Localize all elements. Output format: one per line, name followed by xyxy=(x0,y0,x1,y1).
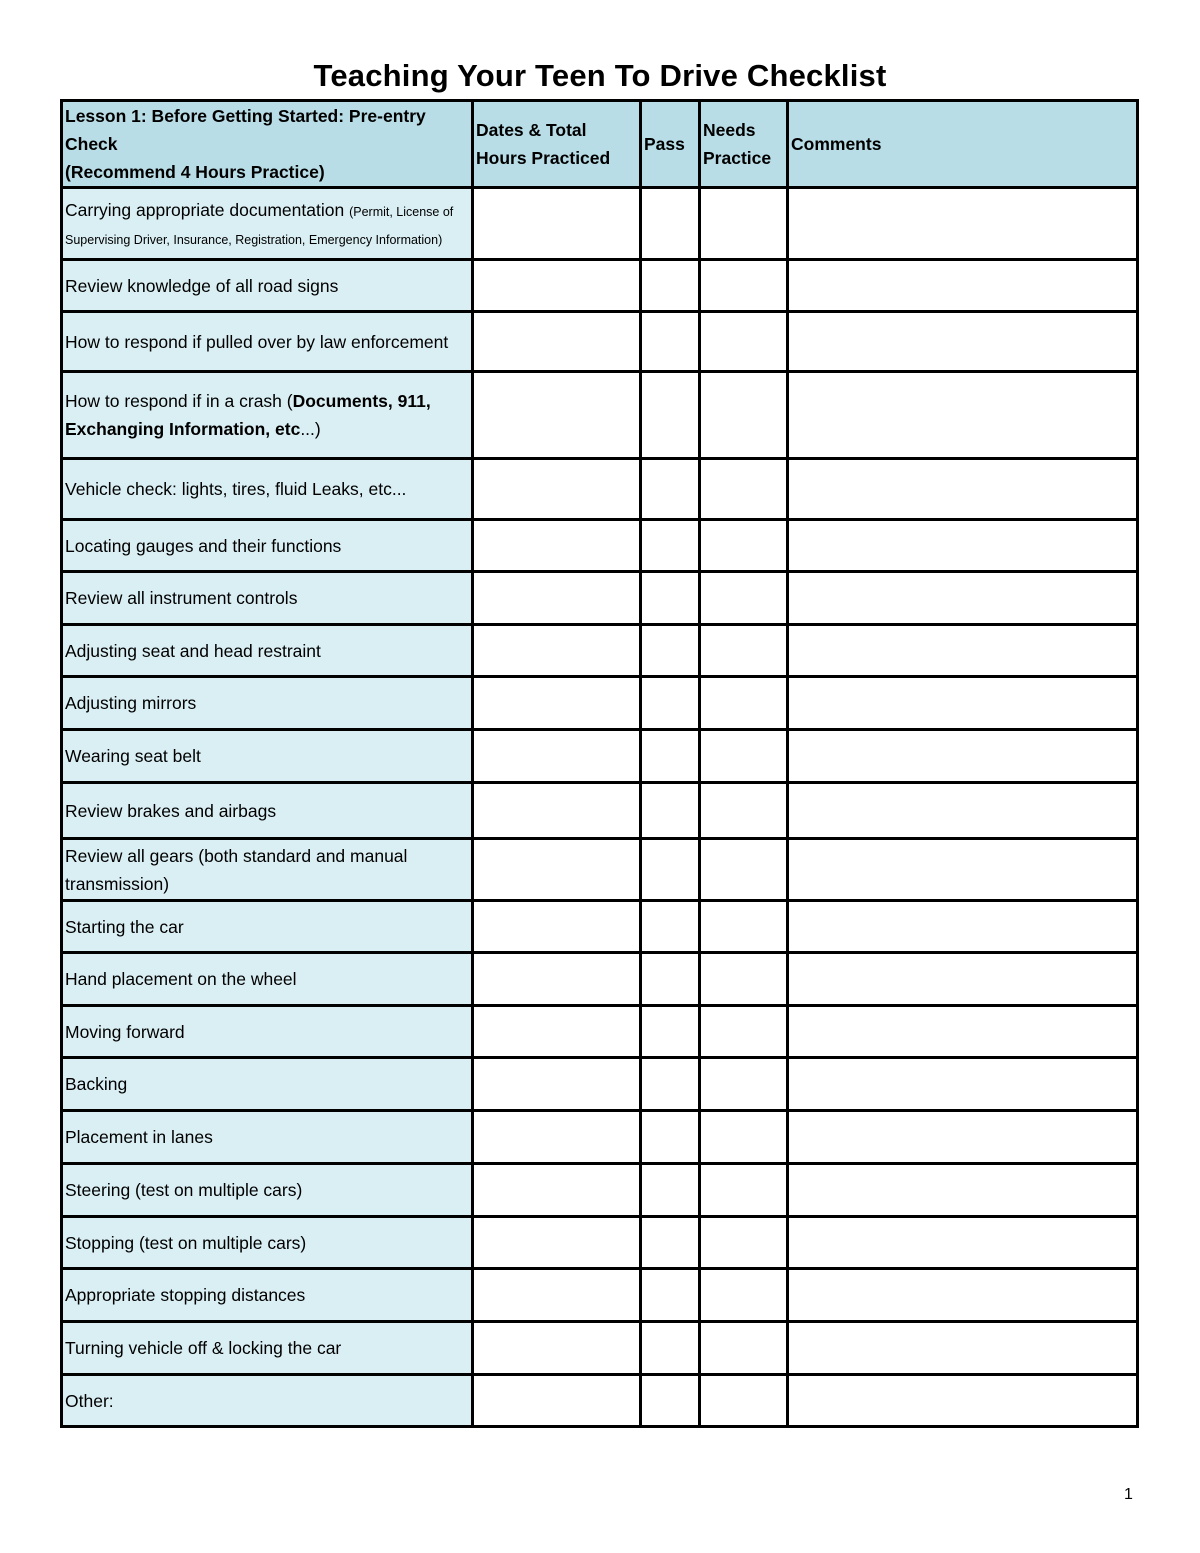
comments-cell[interactable] xyxy=(788,783,1138,839)
comments-cell[interactable] xyxy=(788,730,1138,783)
dates-cell[interactable] xyxy=(473,1269,641,1322)
item-gauges: Locating gauges and their functions xyxy=(62,520,473,572)
pass-cell[interactable] xyxy=(641,1111,700,1164)
dates-cell[interactable] xyxy=(473,260,641,312)
item-instrument-controls: Review all instrument controls xyxy=(62,572,473,625)
pass-cell[interactable] xyxy=(641,1269,700,1322)
documentation-note: (Permit, License of Supervising Driver, Insurance, Registration, Emergency Information) xyxy=(65,204,454,247)
pass-cell[interactable] xyxy=(641,520,700,572)
table-row xyxy=(62,1006,1138,1058)
pass-cell[interactable] xyxy=(641,1164,700,1217)
needs-practice-cell[interactable] xyxy=(700,312,788,372)
table-row xyxy=(62,459,1138,520)
needs-practice-cell[interactable] xyxy=(700,625,788,677)
dates-cell[interactable] xyxy=(473,188,641,260)
comments-cell[interactable] xyxy=(788,953,1138,1006)
item-stopping-distances: Appropriate stopping distances xyxy=(62,1269,473,1322)
item-crash: How to respond if in a crash (Documents, 911, Exchanging Information, etc...) xyxy=(62,372,473,459)
pass-cell[interactable] xyxy=(641,572,700,625)
dates-cell[interactable] xyxy=(473,953,641,1006)
needs-practice-cell[interactable] xyxy=(700,1269,788,1322)
comments-cell[interactable] xyxy=(788,372,1138,459)
dates-cell[interactable] xyxy=(473,1164,641,1217)
dates-cell[interactable] xyxy=(473,1375,641,1427)
table-row xyxy=(62,783,1138,839)
comments-cell[interactable] xyxy=(788,677,1138,730)
pass-cell[interactable] xyxy=(641,459,700,520)
pass-cell[interactable] xyxy=(641,839,700,901)
needs-practice-cell[interactable] xyxy=(700,1111,788,1164)
dates-cell[interactable] xyxy=(473,520,641,572)
page-title: Teaching Your Teen To Drive Checklist xyxy=(313,58,887,93)
table-row xyxy=(62,730,1138,783)
needs-practice-cell[interactable] xyxy=(700,839,788,901)
table-row xyxy=(62,1375,1138,1427)
lesson-header: Lesson 1: Before Getting Started: Pre-entry Check (Recommend 4 Hours Practice) xyxy=(62,101,473,188)
comments-cell[interactable] xyxy=(788,1269,1138,1322)
comments-cell[interactable] xyxy=(788,1111,1138,1164)
dates-cell[interactable] xyxy=(473,572,641,625)
pass-cell[interactable] xyxy=(641,901,700,953)
item-turning-off: Turning vehicle off & locking the car xyxy=(62,1322,473,1375)
table-row xyxy=(62,188,1138,260)
dates-header: Dates & Total Hours Practiced xyxy=(473,101,641,188)
table-row xyxy=(62,625,1138,677)
needs-practice-header: Needs Practice xyxy=(700,101,788,188)
table-row xyxy=(62,1217,1138,1269)
pass-cell[interactable] xyxy=(641,625,700,677)
pass-cell[interactable] xyxy=(641,1058,700,1111)
item-brakes: Review brakes and airbags xyxy=(62,783,473,839)
item-stopping: Stopping (test on multiple cars) xyxy=(62,1217,473,1269)
dates-cell[interactable] xyxy=(473,783,641,839)
item-documentation: Carrying appropriate documentation (Permit, License of Supervising Driver, Insurance, Registration, Emergency Information) xyxy=(62,188,473,260)
pass-cell[interactable] xyxy=(641,1375,700,1427)
comments-cell[interactable] xyxy=(788,572,1138,625)
pass-header: Pass xyxy=(641,101,700,188)
comments-cell[interactable] xyxy=(788,260,1138,312)
needs-practice-cell[interactable] xyxy=(700,1058,788,1111)
item-mirrors: Adjusting mirrors xyxy=(62,677,473,730)
item-pulled-over: How to respond if pulled over by law enforcement xyxy=(62,312,473,372)
table-row xyxy=(62,372,1138,459)
comments-cell[interactable] xyxy=(788,1217,1138,1269)
item-seat: Adjusting seat and head restraint xyxy=(62,625,473,677)
table-row xyxy=(62,260,1138,312)
item-other: Other: xyxy=(62,1375,473,1427)
table-row xyxy=(62,1164,1138,1217)
item-hand-placement: Hand placement on the wheel xyxy=(62,953,473,1006)
dates-cell[interactable] xyxy=(473,312,641,372)
comments-cell[interactable] xyxy=(788,1375,1138,1427)
page-number: 1 xyxy=(1124,1486,1133,1503)
item-seat-belt: Wearing seat belt xyxy=(62,730,473,783)
comments-cell[interactable] xyxy=(788,625,1138,677)
needs-practice-cell[interactable] xyxy=(700,188,788,260)
table-row xyxy=(62,901,1138,953)
dates-cell[interactable] xyxy=(473,677,641,730)
pass-cell[interactable] xyxy=(641,260,700,312)
pass-cell[interactable] xyxy=(641,677,700,730)
pass-cell[interactable] xyxy=(641,312,700,372)
comments-cell[interactable] xyxy=(788,188,1138,260)
needs-practice-cell[interactable] xyxy=(700,1006,788,1058)
needs-practice-cell[interactable] xyxy=(700,1322,788,1375)
table-row xyxy=(62,572,1138,625)
comments-cell[interactable] xyxy=(788,520,1138,572)
item-vehicle-check: Vehicle check: lights, tires, fluid Leaks, etc... xyxy=(62,459,473,520)
needs-practice-cell[interactable] xyxy=(700,783,788,839)
needs-practice-cell[interactable] xyxy=(700,730,788,783)
table-row xyxy=(62,1322,1138,1375)
dates-cell[interactable] xyxy=(473,459,641,520)
comments-cell[interactable] xyxy=(788,1006,1138,1058)
dates-cell[interactable] xyxy=(473,1006,641,1058)
comments-cell[interactable] xyxy=(788,1322,1138,1375)
needs-practice-cell[interactable] xyxy=(700,459,788,520)
pass-cell[interactable] xyxy=(641,372,700,459)
item-lanes: Placement in lanes xyxy=(62,1111,473,1164)
pass-cell[interactable] xyxy=(641,953,700,1006)
pass-cell[interactable] xyxy=(641,1322,700,1375)
dates-cell[interactable] xyxy=(473,1111,641,1164)
needs-practice-cell[interactable] xyxy=(700,953,788,1006)
comments-cell[interactable] xyxy=(788,1164,1138,1217)
dates-cell[interactable] xyxy=(473,1058,641,1111)
comments-cell[interactable] xyxy=(788,1058,1138,1111)
dates-cell[interactable] xyxy=(473,730,641,783)
comments-cell[interactable] xyxy=(788,901,1138,953)
item-steering: Steering (test on multiple cars) xyxy=(62,1164,473,1217)
pass-cell[interactable] xyxy=(641,188,700,260)
item-road-signs: Review knowledge of all road signs xyxy=(62,260,473,312)
comments-cell[interactable] xyxy=(788,312,1138,372)
table-row xyxy=(62,677,1138,730)
table-row xyxy=(62,1058,1138,1111)
needs-practice-cell[interactable] xyxy=(700,520,788,572)
table-row xyxy=(62,953,1138,1006)
comments-cell[interactable] xyxy=(788,459,1138,520)
table-row xyxy=(62,312,1138,372)
needs-practice-cell[interactable] xyxy=(700,1164,788,1217)
dates-cell[interactable] xyxy=(473,372,641,459)
item-moving-forward: Moving forward xyxy=(62,1006,473,1058)
comments-cell[interactable] xyxy=(788,839,1138,901)
table-row xyxy=(62,839,1138,901)
needs-practice-cell[interactable] xyxy=(700,1375,788,1427)
item-gears: Review all gears (both standard and manual transmission) xyxy=(62,839,473,901)
comments-header: Comments xyxy=(788,101,1138,188)
header-row xyxy=(62,101,1138,188)
item-starting: Starting the car xyxy=(62,901,473,953)
pass-cell[interactable] xyxy=(641,783,700,839)
needs-practice-cell[interactable] xyxy=(700,901,788,953)
table-row xyxy=(62,1111,1138,1164)
table-row xyxy=(62,1269,1138,1322)
pass-cell[interactable] xyxy=(641,1006,700,1058)
needs-practice-cell[interactable] xyxy=(700,572,788,625)
needs-practice-cell[interactable] xyxy=(700,677,788,730)
needs-practice-cell[interactable] xyxy=(700,372,788,459)
dates-cell[interactable] xyxy=(473,901,641,953)
dates-cell[interactable] xyxy=(473,625,641,677)
checklist-table xyxy=(60,99,1139,1428)
item-backing: Backing xyxy=(62,1058,473,1111)
dates-cell[interactable] xyxy=(473,1217,641,1269)
dates-cell[interactable] xyxy=(473,839,641,901)
pass-cell[interactable] xyxy=(641,1217,700,1269)
dates-cell[interactable] xyxy=(473,1322,641,1375)
needs-practice-cell[interactable] xyxy=(700,260,788,312)
needs-practice-cell[interactable] xyxy=(700,1217,788,1269)
pass-cell[interactable] xyxy=(641,730,700,783)
table-row xyxy=(62,520,1138,572)
